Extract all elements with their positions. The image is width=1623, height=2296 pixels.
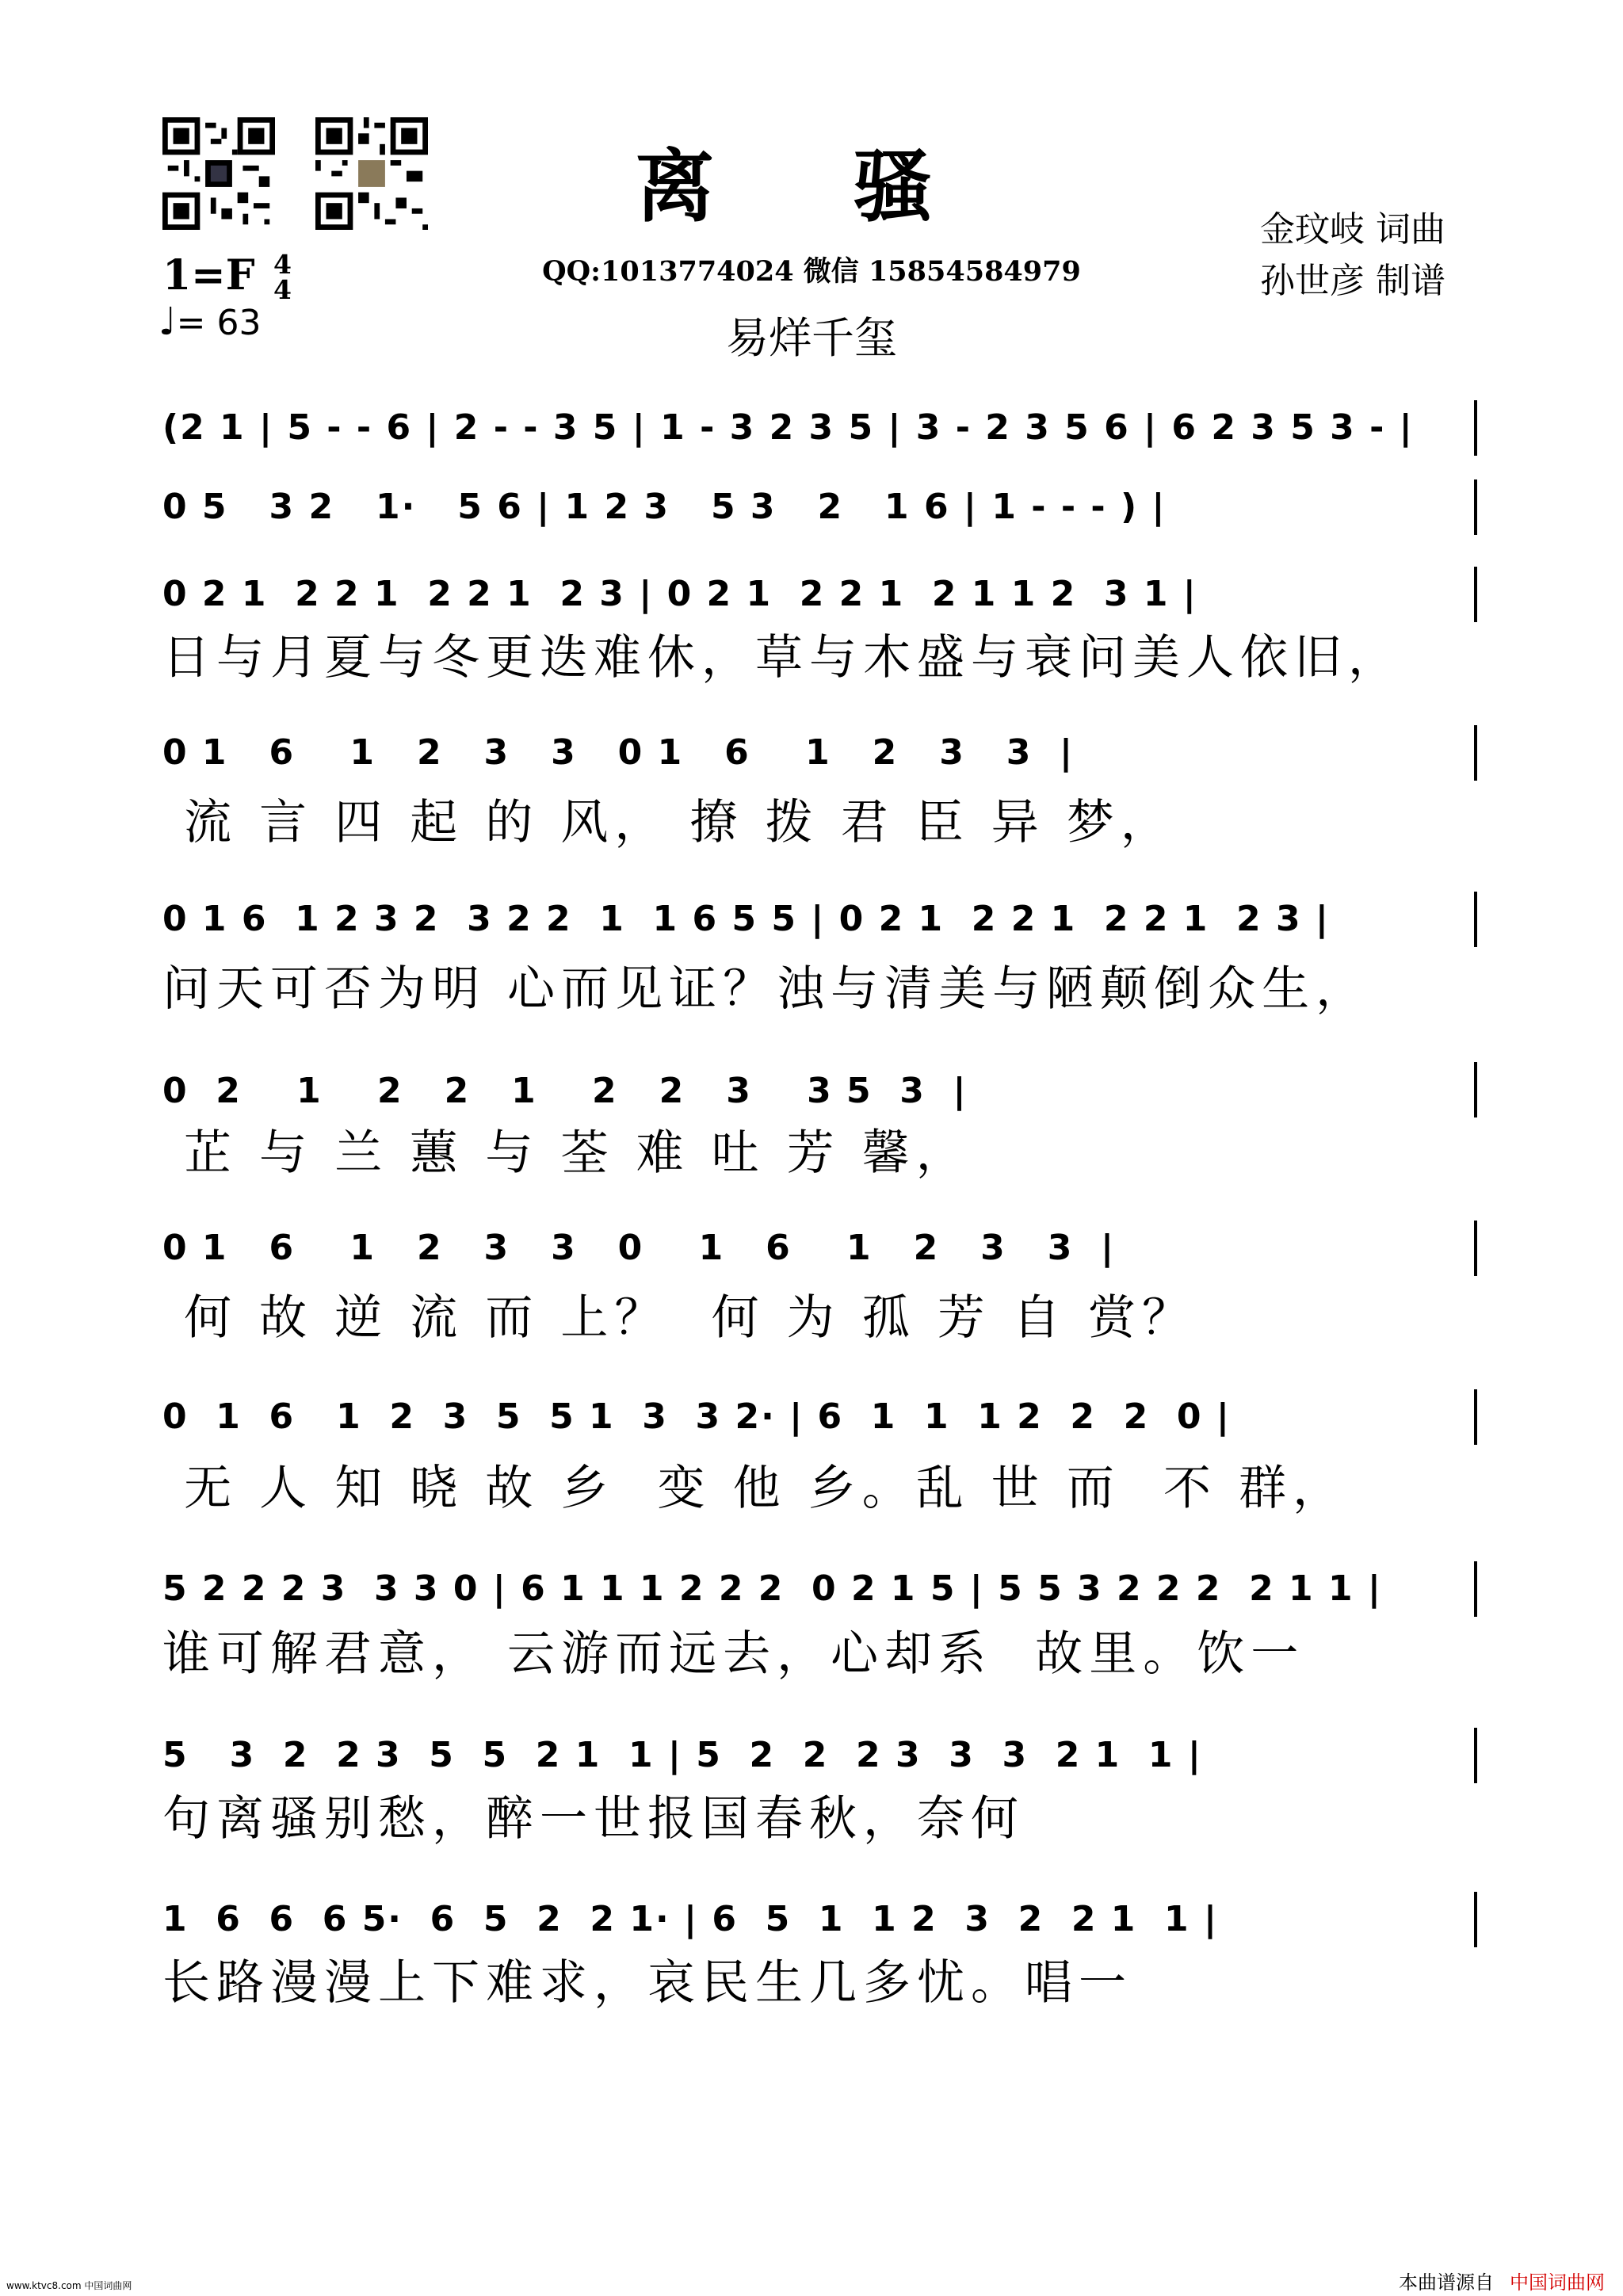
footer-source	[1399, 2273, 1605, 2292]
lyric-line-7: 谁可解君意， 云游而远去，心却系 故里。饮一	[162, 1626, 1305, 1682]
end-barline	[1474, 1561, 1477, 1617]
time-signature	[273, 249, 292, 305]
end-barline	[1474, 1389, 1477, 1445]
time-signature-top: 4	[273, 249, 292, 280]
lyric-line-6: 无 人 知 晓 故 乡 变 他 乡。乱 世 而 不 群，	[162, 1461, 1347, 1516]
key-signature: 1=F	[162, 251, 255, 300]
tempo-value: = 63	[176, 303, 262, 343]
notation-row-9: 5 2 2 2 3 3 3 0 | 6 1 1 1 2 2 2 0 2 1 5 | 5 5 3 2 2 2 2 1 1 |	[162, 1568, 1382, 1609]
notation-row-11: 1 6 6 6 5· 6 5 2 2 1· | 6 5 1 1 2 3 2 2 1 1 |	[162, 1899, 1219, 1939]
footer-watermark: www.ktvc8.com 中国词曲网	[6, 2280, 132, 2291]
notation-row-5: 0 1 6 1 2 3 2 3 2 2 1 1 6 5 5 | 0 2 1 2 2 1 2 2 1 2 3 |	[162, 899, 1330, 939]
lyric-line-5: 何 故 逆 流 而 上？ 何 为 孤 芳 自 赏？	[162, 1290, 1196, 1346]
tempo-marking	[158, 300, 262, 344]
notation-row-10: 5 3 2 2 3 5 5 2 1 1 | 5 2 2 2 3 3 3 2 1 1 |	[162, 1735, 1202, 1775]
notation-row-3: 0 2 1 2 2 1 2 2 1 2 3 | 0 2 1 2 2 1 2 1 1 2 3 1 |	[162, 574, 1197, 614]
lyric-line-8: 句离骚别愁，醉一世报国春秋，奈何	[162, 1791, 1025, 1847]
notation-row-2: 0 5 3 2 1· 5 6 | 1 2 3 5 3 2 1 6 | 1 - - - ) |	[162, 487, 1167, 527]
notation-row-4: 0 1 6 1 2 3 3 0 1 6 1 2 3 3 |	[162, 732, 1075, 773]
lyric-line-1: 日与月夏与冬更迭难休，草与木盛与衰问美人依旧，	[162, 630, 1402, 686]
lyric-line-4: 芷 与 兰 蕙 与 荃 难 吐 芳 馨，	[162, 1125, 970, 1181]
contact-info: QQ:1013774024 微信 15854584979	[542, 255, 1081, 288]
end-barline	[1474, 479, 1477, 535]
end-barline	[1474, 1892, 1477, 1947]
singer-name: 易烊千玺	[726, 313, 897, 363]
end-barline	[1474, 1062, 1477, 1117]
lyric-line-9: 长路漫漫上下难求，哀民生几多忧。唱一	[162, 1955, 1132, 2011]
end-barline	[1474, 892, 1477, 947]
credit-notation: 孙世彦 制谱	[1260, 261, 1445, 301]
time-signature-bottom: 4	[273, 274, 292, 305]
page-title: 离 骚	[635, 139, 988, 233]
footer-brand: 中国词曲网	[1510, 2271, 1605, 2294]
footer-source-text: 本曲谱源自	[1399, 2271, 1494, 2294]
notation-row-6: 0 2 1 2 2 1 2 2 3 3 5 3 |	[162, 1071, 968, 1111]
end-barline	[1474, 1221, 1477, 1276]
end-barline	[1474, 725, 1477, 781]
end-barline	[1474, 1728, 1477, 1783]
notation-row-8: 0 1 6 1 2 3 5 5 1 3 3 2· | 6 1 1 1 2 2 2 0 |	[162, 1396, 1231, 1437]
lyric-line-3: 问天可否为明 心而见证？浊与清美与陋颠倒众生，	[162, 961, 1370, 1017]
notation-row-1: (2 1 | 5 - - 6 | 2 - - 3 5 | 1 - 3 2 3 5 | 3 - 2 3 5 6 | 6 2 3 5 3 - |	[162, 407, 1414, 448]
end-barline	[1474, 567, 1477, 622]
lyric-line-2: 流 言 四 起 的 风， 撩 拨 君 臣 异 梦，	[162, 795, 1174, 850]
credit-lyrics-music: 金玟岐 词曲	[1260, 209, 1445, 250]
notation-row-7: 0 1 6 1 2 3 3 0 1 6 1 2 3 3 |	[162, 1228, 1116, 1268]
end-barline	[1474, 400, 1477, 456]
quarter-note-icon: ♩	[158, 300, 177, 344]
